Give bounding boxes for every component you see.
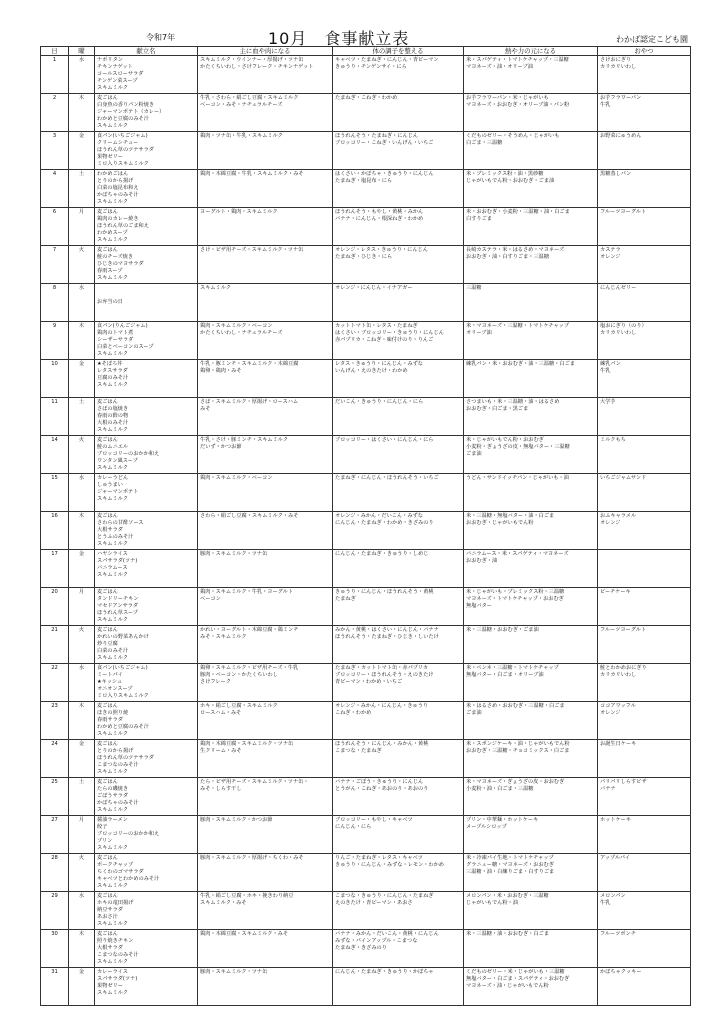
dish-cell: 麦ごはん タンドリーチキン マセドアンサラダ ほうれん草スープ スキムミルク: [95, 588, 198, 626]
snack-cell: 練乳パン 牛乳: [598, 360, 691, 398]
weekday-cell: 木: [69, 322, 95, 360]
weekday-cell: 月: [69, 588, 95, 626]
energy-cell: 米・じゃがいもでん粉・おおむぎ 小麦粉・ぎょうざの皮・無塩バター・三温糖 ごま油: [464, 436, 598, 474]
day-cell: 30: [41, 930, 69, 968]
day-cell: 15: [41, 474, 69, 512]
body-condition-cell: ブロッコリー・もやし・キャベツ にんじん・にら: [333, 816, 464, 854]
blood-meat-cell: 鶏肉・木綿豆腐・牛乳・スキムミルク・みそ: [198, 170, 333, 208]
blood-meat-cell: さば・スキムミルク・厚揚げ・ロースハム みそ: [198, 398, 333, 436]
body-condition-cell: カットトマト缶・レタス・たまねぎ はくさい・ブロッコリー・きゅうり・にんじん 赤パプリカ・こねぎ・味付けのり・りんご: [333, 322, 464, 360]
dish-cell: 麦ごはん 照り焼きチキン 大根サラダ こまつなのみそ汁 スキムミルク: [95, 930, 198, 968]
snack-cell: お誕生日ケーキ: [598, 740, 691, 778]
weekday-cell: 金: [69, 968, 95, 1006]
blood-meat-cell: たら・ピザ用チーズ・スキムミルク・ツナ缶・ みそ・しらす干し: [198, 778, 333, 816]
day-cell: 16: [41, 512, 69, 550]
blood-meat-cell: 豚肉・スキムミルク・ツナ缶: [198, 550, 333, 588]
snack-cell: パリパリしらすピザ バナナ: [598, 778, 691, 816]
table-row: [41, 778, 691, 816]
weekday-cell: 金: [69, 740, 95, 778]
menu-body: [41, 56, 691, 1006]
weekday-cell: 月: [69, 816, 95, 854]
body-condition-cell: ブロッコリー・はくさい・にんじん・にら: [333, 436, 464, 474]
energy-cell: 米・三温糖・油・おおむぎ・白ごま: [464, 930, 598, 968]
snack-cell: にんじんゼリー: [598, 284, 691, 322]
page-header: [40, 26, 690, 48]
day-cell: 10: [41, 360, 69, 398]
body-condition-cell: たまねぎ・にんじん・ほうれんそう・いちご: [333, 474, 464, 512]
day-cell: 27: [41, 816, 69, 854]
snack-cell: ピーチケーキ: [598, 588, 691, 626]
column-header-dish: 献立名: [95, 47, 198, 56]
day-cell: 3: [41, 132, 69, 170]
dish-cell: 麦ごはん 鮭のムニエル ブロッコリーのおかか和え ワンタン風スープ スキムミルク: [95, 436, 198, 474]
day-cell: 14: [41, 436, 69, 474]
weekday-cell: 月: [69, 208, 95, 246]
dish-cell: 醤油ラーメン 餃子 ブロッコリーのおかか和え プリン スキムミルク: [95, 816, 198, 854]
energy-cell: 米・スパゲティ・トマトケチャップ・三温糖 マヨネーズ・油・オリーブ油: [464, 56, 598, 94]
body-condition-cell: だいこん・きゅうり・にんじん・にら: [333, 398, 464, 436]
energy-cell: 米・スポンジケーキ・油・じゃがいもでん粉 おおむぎ・三温糖・チョコミックス・白ごま: [464, 740, 598, 778]
snack-cell: メロンパン 牛乳: [598, 892, 691, 930]
weekday-cell: 水: [69, 284, 95, 322]
blood-meat-cell: 鶏肉・木綿豆腐・スキムミルク・みそ: [198, 930, 333, 968]
dish-cell: 麦ごはん ホキの竜田揚げ 納豆サラダ あおさ汁 スキムミルク: [95, 892, 198, 930]
dish-cell: 麦ごはん かれいの野菜あんかけ 炒り豆腐 白菜のみそ汁 スキムミルク: [95, 626, 198, 664]
table-row: [41, 170, 691, 208]
dish-cell: お弁当の日: [95, 284, 198, 322]
snack-cell: ミルクもち: [598, 436, 691, 474]
table-row: [41, 740, 691, 778]
table-row: [41, 968, 691, 1006]
table-row: [41, 360, 691, 398]
energy-cell: くだものゼリー・そうめん・じゃがいも 白ごま・三温糖: [464, 132, 598, 170]
energy-cell: くだものゼリー・米・じゃがいも・三温糖 無塩バター・白ごま・スパゲティ・おおむぎ マヨネーズ・油・じゃがいもでん粉: [464, 968, 598, 1006]
blood-meat-cell: 牛乳・豚ミンチ・スキムミルク・木綿豆腐 鶏卵・鶏肉・みそ: [198, 360, 333, 398]
table-row: [41, 588, 691, 626]
day-cell: 22: [41, 664, 69, 702]
blood-meat-cell: 牛乳・絹ごし豆腐・ホキ・挽きわり納豆 スキムミルク・みそ: [198, 892, 333, 930]
blood-meat-cell: 鶏卵・スキムミルク・ピザ用チーズ・牛乳 豚肉・ベーコン・かたくちいわし さけフレーク: [198, 664, 333, 702]
dish-cell: 麦ごはん ポークチャップ ちくわのゴマサラダ キャベツとわかめのみそ汁 スキムミルク: [95, 854, 198, 892]
weekday-cell: 火: [69, 626, 95, 664]
table-row: [41, 56, 691, 94]
blood-meat-cell: ヨーグルト・鶏肉・スキムミルク: [198, 208, 333, 246]
weekday-cell: 木: [69, 930, 95, 968]
blood-meat-cell: 牛乳・さわら・絹ごし豆腐・スキムミルク ベーコン・みそ・ナチュラルチーズ: [198, 94, 333, 132]
column-header-blood-meat: 主に血や肉になる: [198, 47, 333, 56]
energy-cell: 三温糖: [464, 284, 598, 322]
page-title: 10月 食事献立表: [268, 29, 410, 48]
body-condition-cell: にんじん・たまねぎ・きゅうり・かぼちゃ: [333, 968, 464, 1006]
table-header-row: [41, 47, 691, 56]
blood-meat-cell: スキムミルク・ウインナー・厚揚げ・ツナ缶 かたくちいわし・さけフレーク・チキンナゲット: [198, 56, 333, 94]
blood-meat-cell: 豚肉・スキムミルク・かつお節: [198, 816, 333, 854]
body-condition-cell: ほうれんそう・たまねぎ・にんじん ブロッコリー・こねぎ・いんげん・いちご: [333, 132, 464, 170]
snack-cell: フルーツポンチ: [598, 930, 691, 968]
snack-cell: お野菜にゅうめん: [598, 132, 691, 170]
body-condition-cell: オレンジ・レタス・きゅうり・にんじん たまねぎ・ひじき・にら: [333, 246, 464, 284]
dish-cell: わかめごはん とりのから揚げ 白菜の塩昆布和え かぼちゃのみそ汁 スキムミルク: [95, 170, 198, 208]
blood-meat-cell: 牛乳・さけ・豚ミンチ・スキムミルク だいず・かつお節: [198, 436, 333, 474]
body-condition-cell: みかん・黄桃・はくさい・にんじん・バナナ ほうれんそう・たまねぎ・ひじき・しいたけ: [333, 626, 464, 664]
table-row: [41, 550, 691, 588]
column-header-weekday: 曜: [69, 47, 95, 56]
dish-cell: 食パン(りんごジャム) 鶏肉のトマト煮 シーザーサラダ 白菜とベーコンのスープ スキムミルク: [95, 322, 198, 360]
day-cell: 17: [41, 550, 69, 588]
day-cell: 23: [41, 702, 69, 740]
day-cell: 21: [41, 626, 69, 664]
dish-cell: 食パン(いちごジャム) クリームシチュー ほうれん草のツナサラダ 果物ゼリー ミロ入りスキムミルク: [95, 132, 198, 170]
column-header-snack: おやつ: [598, 47, 691, 56]
table-row: [41, 930, 691, 968]
snack-cell: 塩おにぎり（のり） カリカリいわし: [598, 322, 691, 360]
body-condition-cell: ほうれんそう・もやし・黄桃・みかん バナナ・にんじん・根深ねぎ・わかめ: [333, 208, 464, 246]
dish-cell: カレーライス スパサラダ(ツナ) 果物ゼリー スキムミルク: [95, 968, 198, 1006]
blood-meat-cell: 鶏肉・ツナ缶・牛乳・スキムミルク: [198, 132, 333, 170]
body-condition-cell: はくさい・かぼちゃ・きゅうり・にんじん たまねぎ・塩昆布・にら: [333, 170, 464, 208]
table-row: [41, 512, 691, 550]
weekday-cell: 水: [69, 474, 95, 512]
day-cell: 6: [41, 208, 69, 246]
weekday-cell: 水: [69, 892, 95, 930]
energy-cell: メロンパン・米・おおむぎ・三温糖 じゃがいもでん粉・油: [464, 892, 598, 930]
energy-cell: 米・マヨネーズ・ぎょうざの皮・おおむぎ 小麦粉・油・白ごま・三温糖: [464, 778, 598, 816]
day-cell: 1: [41, 56, 69, 94]
day-cell: 28: [41, 854, 69, 892]
snack-cell: 鮭とわかめおにぎり カリカリいわし: [598, 664, 691, 702]
weekday-cell: 水: [69, 56, 95, 94]
table-row: [41, 208, 691, 246]
table-row: [41, 474, 691, 512]
snack-cell: フルーツヨーグルト: [598, 208, 691, 246]
dish-cell: 麦ごはん 鮭のチーズ焼き ひじきのマヨサラダ 春雨スープ スキムミルク: [95, 246, 198, 284]
weekday-cell: 水: [69, 664, 95, 702]
day-cell: 31: [41, 968, 69, 1006]
day-cell: 11: [41, 398, 69, 436]
energy-cell: 米・おおむぎ・小麦粉・三温糖・油・白ごま 白すりごま: [464, 208, 598, 246]
body-condition-cell: オレンジ・にんじん・イナアガー: [333, 284, 464, 322]
table-row: [41, 702, 691, 740]
weekday-cell: 金: [69, 132, 95, 170]
dish-cell: 麦ごはん ほきの照り焼 春雨サラダ わかめと豆腐のみそ汁 スキムミルク: [95, 702, 198, 740]
day-cell: 29: [41, 892, 69, 930]
snack-cell: カステラ オレンジ: [598, 246, 691, 284]
table-row: [41, 322, 691, 360]
energy-cell: プリン・中華麺・ホットケーキ メープルシロップ: [464, 816, 598, 854]
weekday-cell: 金: [69, 360, 95, 398]
energy-cell: さつまいも・米・三温糖・油・はるさめ おおむぎ・白ごま・黒ごま: [464, 398, 598, 436]
body-condition-cell: バナナ・みかん・だいこん・黄桃・にんじん みずな・パインアップル・こまつな たまねぎ・きざみのり: [333, 930, 464, 968]
energy-cell: 練乳パン・米・おおむぎ・油・三温糖・白ごま: [464, 360, 598, 398]
body-condition-cell: たまねぎ・カットトマト缶・赤パプリカ ブロッコリー・ほうれんそう・えのきたけ 青ピーマン・わかめ・いちご: [333, 664, 464, 702]
blood-meat-cell: スキムミルク: [198, 284, 333, 322]
blood-meat-cell: さわら・絹ごし豆腐・スキムミルク・みそ: [198, 512, 333, 550]
column-header-day: 日: [41, 47, 69, 56]
table-row: [41, 94, 691, 132]
body-condition-cell: きゅうり・にんじん・ほうれんそう・黄桃 たまねぎ: [333, 588, 464, 626]
day-cell: 9: [41, 322, 69, 360]
table-row: [41, 626, 691, 664]
energy-cell: お芋フラワーパン・米・じゃがいも マヨネーズ・おおむぎ・オリーブ油・パン粉: [464, 94, 598, 132]
energy-cell: 米・三温糖・無塩バター・油・白ごま おおむぎ・じゃがいもでん粉: [464, 512, 598, 550]
energy-cell: 米・ペンネ・三温糖・トマトケチャップ 無塩バター・白ごま・オリーブ油: [464, 664, 598, 702]
energy-cell: バニラムース・米・スパゲティ・マヨネーズ おおむぎ・油: [464, 550, 598, 588]
table-row: [41, 854, 691, 892]
school-name: わかば認定こども園: [616, 35, 688, 44]
blood-meat-cell: 豚肉・スキムミルク・ツナ缶: [198, 968, 333, 1006]
blood-meat-cell: 鶏肉・スキムミルク・ベーコン かたくちいわし・ナチュラルチーズ: [198, 322, 333, 360]
dish-cell: ナポリタン チキンナゲット コールスローサラダ チンゲン菜スープ スキムミルク: [95, 56, 198, 94]
energy-cell: 米・三温糖・おおむぎ・ごま油: [464, 626, 598, 664]
snack-cell: お芋フラワーパン 牛乳: [598, 94, 691, 132]
column-header-energy: 熱や力の元になる: [464, 47, 598, 56]
energy-cell: うどん・サンドイッチパン・じゃがいも・油: [464, 474, 598, 512]
snack-cell: 黒糖蒸しパン: [598, 170, 691, 208]
snack-cell: フルーツヨーグルト: [598, 626, 691, 664]
body-condition-cell: バナナ・ごぼう・きゅうり・にんじん とうがん・こねぎ・あおのり・あおのり: [333, 778, 464, 816]
table-row: [41, 284, 691, 322]
dish-cell: 麦ごはん たらの磯焼き ごぼうサラダ かぼちゃのみそ汁 スキムミルク: [95, 778, 198, 816]
day-cell: 2: [41, 94, 69, 132]
body-condition-cell: レタス・きゅうり・にんじん・みずな いんげん・えのきたけ・わかめ: [333, 360, 464, 398]
energy-cell: 米・マヨネーズ・三温糖・トマトケチャップ オリーブ油: [464, 322, 598, 360]
snack-cell: おふキャラメル オレンジ: [598, 512, 691, 550]
dish-cell: 麦ごはん さばの塩焼き 春雨の酢の物 大根のみそ汁 スキムミルク: [95, 398, 198, 436]
snack-cell: アップルパイ: [598, 854, 691, 892]
dish-cell: 麦ごはん 鶏肉のカレー焼き ほうれん草のごま和え わかめスープ スキムミルク: [95, 208, 198, 246]
dish-cell: 麦ごはん さわらの甘酢ソース 大根サラダ とうふのみそ汁 スキムミルク: [95, 512, 198, 550]
dish-cell: ハヤシライス スパサラダ(ツナ) バニラムース スキムミルク: [95, 550, 198, 588]
dish-cell: ★そぼろ丼 レタスサラダ 豆腐のみそ汁 スキムミルク: [95, 360, 198, 398]
dish-cell: 麦ごはん とりのから揚げ ほうれん草のツナサラダ こまつなのみそ汁 スキムミルク: [95, 740, 198, 778]
blood-meat-cell: 鶏肉・スキムミルク・牛乳・ヨーグルト ベーコン: [198, 588, 333, 626]
blood-meat-cell: 鶏肉・スキムミルク・ベーコン: [198, 474, 333, 512]
dish-cell: カレーうどん しゅうまい ジャーマンポテト スキムミルク: [95, 474, 198, 512]
weekday-cell: 土: [69, 778, 95, 816]
body-condition-cell: こまつな・きゅうり・にんじん・たまねぎ えのきたけ・青ピーマン・あおさ: [333, 892, 464, 930]
day-cell: 25: [41, 778, 69, 816]
energy-cell: 長崎カステラ・米・はるさめ・マヨネーズ おおむぎ・油・白すりごま・三温糖: [464, 246, 598, 284]
table-row: [41, 816, 691, 854]
era-year: 令和7年: [146, 33, 176, 42]
energy-cell: 米・冷凍パイ生地・トマトケチャップ グラニュー糖・マヨネーズ・おおむぎ 三温糖・油・白練りごま・白すりごま: [464, 854, 598, 892]
snack-cell: ホットケーキ: [598, 816, 691, 854]
weekday-cell: 土: [69, 398, 95, 436]
table-row: [41, 892, 691, 930]
blood-meat-cell: 鶏肉・木綿豆腐・スキムミルク・ツナ缶 生クリーム・みそ: [198, 740, 333, 778]
weekday-cell: 火: [69, 436, 95, 474]
dish-cell: 食パン(いちごジャム) ミートパイ ★キッシュ オニオンスープ ミロ入りスキムミルク: [95, 664, 198, 702]
energy-cell: 米・はるさめ・おおむぎ・三温糖・白ごま ごま油: [464, 702, 598, 740]
energy-cell: 米・プレミックス粉・油・黒砂糖 じゃがいもでん粉・おおむぎ・ごま油: [464, 170, 598, 208]
energy-cell: 米・じゃがいも・プレミックス粉・三温糖 マヨネーズ・トマトケチャップ・おおむぎ 無塩バター: [464, 588, 598, 626]
table-row: [41, 132, 691, 170]
weekday-cell: 木: [69, 512, 95, 550]
blood-meat-cell: 豚肉・スキムミルク・厚揚げ・ちくわ・みそ: [198, 854, 333, 892]
column-header-body-condition: 体の調子を整える: [333, 47, 464, 56]
weekday-cell: 金: [69, 550, 95, 588]
snack-cell: さけおにぎり カリカリいわし: [598, 56, 691, 94]
table-row: [41, 246, 691, 284]
day-cell: 20: [41, 588, 69, 626]
body-condition-cell: オレンジ・みかん・だいこん・みずな にんじん・たまねぎ・わかめ・きざみのり: [333, 512, 464, 550]
body-condition-cell: にんじん・たまねぎ・きゅうり・しめじ: [333, 550, 464, 588]
snack-cell: 大学芋: [598, 398, 691, 436]
menu-table: [40, 46, 691, 1006]
body-condition-cell: オレンジ・みかん・にんじん・きゅうり こねぎ・わかめ: [333, 702, 464, 740]
dish-cell: 麦ごはん 白身魚の香りパン粉焼き ジャーマンポテト（カレー） わかめと豆腐のみそ汁 スキムミルク: [95, 94, 198, 132]
body-condition-cell: たまねぎ・こねぎ・わかめ: [333, 94, 464, 132]
blood-meat-cell: さけ・ピザ用チーズ・スキムミルク・ツナ缶: [198, 246, 333, 284]
weekday-cell: 火: [69, 246, 95, 284]
body-condition-cell: ほうれんそう・にんじん・みかん・黄桃 こまつな・たまねぎ: [333, 740, 464, 778]
blood-meat-cell: ホキ・絹ごし豆腐・スキムミルク ロースハム・みそ: [198, 702, 333, 740]
weekday-cell: 木: [69, 702, 95, 740]
day-cell: 8: [41, 284, 69, 322]
snack-cell: いちごジャムサンド: [598, 474, 691, 512]
weekday-cell: 火: [69, 854, 95, 892]
body-condition-cell: りんご・たまねぎ・レタス・キャベツ きゅうり・にんじん・みずな・レモン・わかめ: [333, 854, 464, 892]
day-cell: 24: [41, 740, 69, 778]
body-condition-cell: キャベツ・たまねぎ・にんじん・青ピーマン きゅうり・チンゲンサイ・にら: [333, 56, 464, 94]
day-cell: 4: [41, 170, 69, 208]
snack-cell: [598, 550, 691, 588]
blood-meat-cell: かれい・ヨーグルト・木綿豆腐・鶏ミンチ みそ・スキムミルク: [198, 626, 333, 664]
table-row: [41, 436, 691, 474]
snack-cell: ココアワッフル オレンジ: [598, 702, 691, 740]
snack-cell: かぼちゃクッキー: [598, 968, 691, 1006]
table-row: [41, 664, 691, 702]
day-cell: 7: [41, 246, 69, 284]
table-row: [41, 398, 691, 436]
weekday-cell: 木: [69, 94, 95, 132]
weekday-cell: 土: [69, 170, 95, 208]
